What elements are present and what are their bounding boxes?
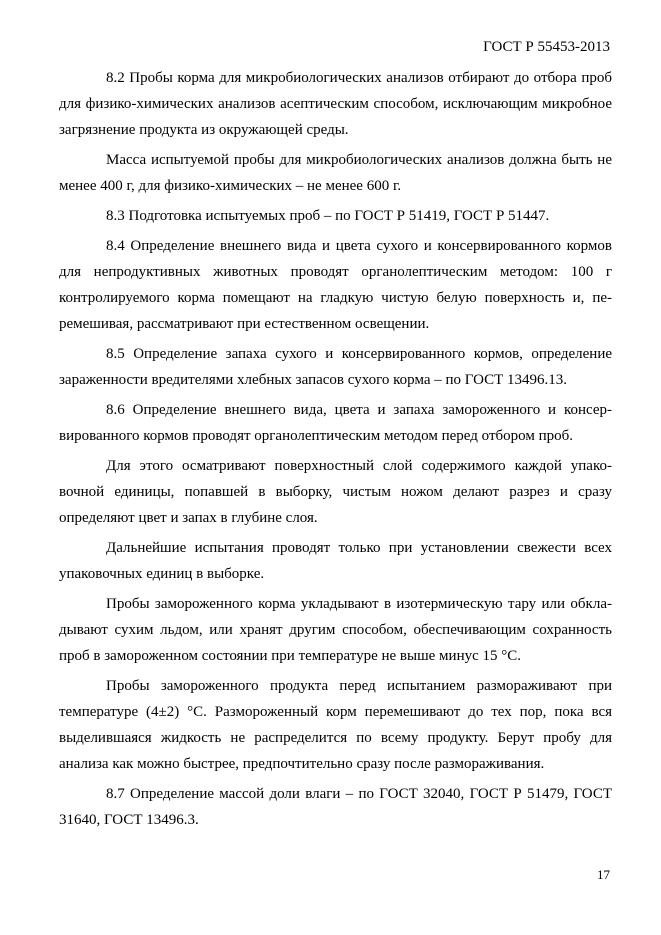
paragraph-frozen-storage: Пробы замороженного корма укладывают в изотермическую тару или обкладывают сухим льдом, или хранят другим способом, обеспечивающим сохранность проб в замороженном состоянии при температуре не выше минус 15 °С.: [59, 596, 612, 664]
paragraph-8-2: 8.2 Пробы корма для микробиологических анализов отбирают до отбора проб для физико-химических анализов асептическим способом, исключающим микробное загрязнение продукта из окружающей среды.: [59, 70, 612, 138]
paragraph-8-5: 8.5 Определение запаха сухого и консервированного кормов, определение зараженности вредителями хлебных запасов сухого корма – по ГОСТ 13496.13.: [59, 346, 612, 388]
paragraph-sample-mass: Масса испытуемой пробы для микробиологических анализов должна быть не менее 400 г, для физико-химических – не менее 600 г.: [59, 152, 612, 194]
page-number: 17: [597, 867, 610, 882]
paragraph-inspection: Для этого осматривают поверхностный слой содержимого каждой упаковочной единицы, попавшей в выборку, чистым ножом делают разрез и сразу определяют цвет и запах в глубине слоя.: [59, 458, 612, 526]
paragraph-8-4: 8.4 Определение внешнего вида и цвета сухого и консервированного кормов для непродуктивных животных проводят органолептическим методом: 100 г контролируемого корма помещают на гладкую чистую белую поверхность и, перемешивая, рассматривают при естественном освещении.: [59, 238, 612, 332]
document-body: [59, 65, 612, 833]
paragraph-8-6: 8.6 Определение внешнего вида, цвета и запаха замороженного и консервированного кормов проводят органолептическим методом перед отбором проб.: [59, 402, 612, 444]
paragraph-thawing: Пробы замороженного продукта перед испытанием размораживают при температуре (4±2) °С. Размороженный корм перемешивают до тех пор, пока вся выделившаяся жидкость не распределится по всему продукту. Берут пробу для анализа как можно быстрее, предпочтительно сразу после размораживания.: [59, 678, 612, 772]
standard-designation: ГОСТ Р 55453-2013: [483, 39, 610, 55]
paragraph-8-7: 8.7 Определение массой доли влаги – по ГОСТ 32040, ГОСТ Р 51479, ГОСТ 31640, ГОСТ 13496.3.: [59, 786, 612, 828]
paragraph-8-3: 8.3 Подготовка испытуемых проб – по ГОСТ Р 51419, ГОСТ Р 51447.: [106, 208, 550, 224]
paragraph-further-tests: Дальнейшие испытания проводят только при установлении свежести всех упаковочных единиц в выборке.: [59, 540, 612, 582]
